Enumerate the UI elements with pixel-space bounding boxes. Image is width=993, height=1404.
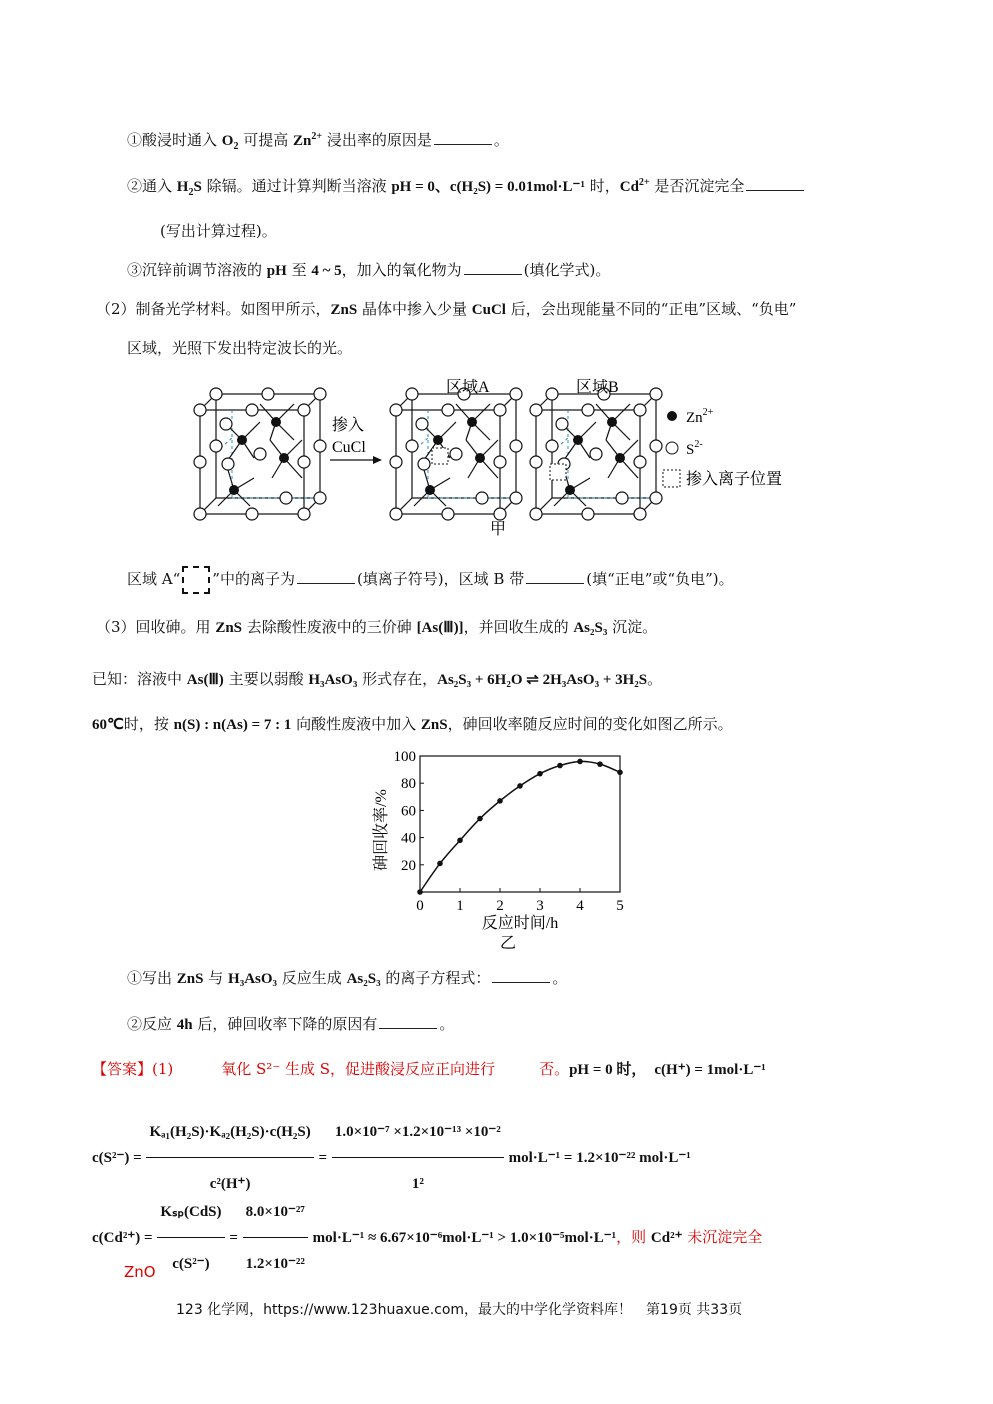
crystal-doped-a: [390, 388, 522, 520]
figure-caption-jia: 甲: [490, 521, 507, 538]
region-b-label: 区域B: [576, 379, 619, 396]
arsenic-recovery-chart: [360, 746, 640, 954]
dashed-box-icon: [182, 566, 210, 594]
page-footer: 123 化学网，https://www.123huaxue.com，最大的中学化学资料库！ 第19页 共33页: [176, 1302, 743, 1318]
x-tick-label: 1: [456, 898, 464, 914]
chart-caption-yi: 乙: [499, 935, 517, 952]
doped-site-a: [432, 448, 448, 464]
y-tick-label: 100: [393, 749, 416, 765]
crystal-pure: [194, 388, 326, 520]
data-point: [457, 838, 463, 844]
y-tick-label: 80: [401, 776, 416, 793]
y-tick-label: 20: [401, 857, 416, 874]
x-tick-label: 0: [416, 898, 424, 914]
y-tick-label: 60: [401, 803, 416, 820]
series-points: [417, 759, 623, 895]
zn-legend-icon: [667, 411, 677, 421]
x-axis-label: 反应时间/h: [481, 915, 559, 932]
x-tick-label: 4: [576, 898, 584, 914]
doped-site-b: [550, 464, 566, 480]
data-point: [477, 816, 483, 822]
fraction: $\frac{\text{Kₛₚ(CdS)}}{\text{c(S²⁻)}}$: [157, 1188, 224, 1288]
arrow-label-bottom: CuCl: [332, 439, 366, 456]
data-point: [437, 861, 443, 867]
x-tick-label: 5: [616, 898, 624, 914]
q1-item2: ②通入 $H_2S$ 除镉。通过计算判断当溶液 pH = 0、c(H₂S) = 0.01mol·L⁻¹ 时，$Cd^{2+}$ 是否沉淀完全: [127, 176, 806, 197]
data-point: [517, 783, 523, 789]
answer-blank: [746, 176, 804, 191]
legend-dopant: 掺入离子位置: [686, 471, 783, 488]
answer-blank: [526, 569, 584, 584]
data-point: [497, 798, 503, 804]
answer-blank: [434, 130, 492, 145]
q3-line1: （3）回收砷。用 ZnS 去除酸性废液中的三价砷 [As(Ⅲ)]，并回收生成的 As₂S₃ 沉淀。: [96, 618, 658, 636]
legend-s: $S^{2-}$: [686, 439, 703, 458]
data-point: [417, 889, 423, 895]
q1-item2-note: (写出计算过程)。: [160, 222, 277, 240]
fraction: $\frac{\text{8.0×10⁻²⁷}}{\text{1.2×10⁻²²}}$: [243, 1188, 308, 1288]
crystal-doped-b: [530, 388, 662, 520]
data-point: [557, 763, 563, 769]
q3-item1: ①写出 ZnS 与 H₃AsO₃ 反应生成 As₂S₃ 的离子方程式： 。: [127, 969, 568, 987]
y-tick-label: 40: [401, 830, 416, 847]
answer-eq2: c(Cd²⁺) = $\frac{\text{Kₛₚ(CdS)}}{\text{c(S²⁻)}}$ = $\frac{\text{8.0×10⁻²⁷}}{\text{1.2×10⁻²²}}$ mol·L⁻¹ ≈ 6.67×10⁻⁶mol·L⁻¹ > 1.0×10⁻⁵mol·L⁻¹，则 Cd²⁺ 未沉淀完全: [92, 1188, 762, 1288]
chart-ticks: [394, 749, 624, 914]
series-line: [420, 761, 620, 892]
q3-line2: 已知：溶液中 As(Ⅲ) 主要以弱酸 H₃AsO₃ 形式存在，As₂S₃ + 6H₂O ⇌ 2H₃AsO₃ + 3H₂S。: [92, 670, 663, 688]
plot-frame: [420, 756, 620, 892]
fraction: $\frac{\text{Kₐ₁(H₂S)·Kₐ₂(H₂S)·c(H₂S)}}{\text{c²(H⁺)}}$: [146, 1108, 313, 1208]
x-tick-label: 2: [496, 898, 504, 914]
legend-zn: $Zn^{2+}$: [686, 407, 714, 426]
q3-line3: 60℃时，按 n(S) : n(As) = 7 : 1 向酸性废液中加入 ZnS，砷回收率随反应时间的变化如图乙所示。: [92, 715, 733, 733]
q2-line1: （2）制备光学材料。如图甲所示，ZnS 晶体中掺入少量 CuCl 后，会出现能量不同的“正电”区域、“负电”: [96, 300, 797, 318]
q3-item2: ②反应 4h 后，砷回收率下降的原因有 。: [127, 1015, 455, 1033]
crystal-figure: [190, 372, 810, 544]
region-a-label: 区域A: [446, 379, 490, 396]
data-point: [617, 770, 623, 776]
q2-line2: 区域，光照下发出特定波长的光。: [127, 339, 353, 357]
answer-blank: [492, 968, 550, 983]
fraction: $\frac{\text{1.0×10⁻⁷ ×1.2×10⁻¹³ ×10⁻²}}{\text{1²}}$: [332, 1108, 504, 1208]
arrow-label-top: 掺入: [332, 417, 365, 434]
q2-line3: 区域 A“ ”中的离子为 (填离子符号)，区域 B 带 (填“正电”或“负电”)。: [127, 565, 734, 594]
q1-item1: ①酸浸时通入 $O_2$ 可提高 $Zn^{2+}$ 浸出率的原因是 。: [127, 131, 509, 152]
answer-blank: [297, 569, 355, 584]
dopant-legend-icon: [663, 470, 680, 487]
answer-line1: 【答案】(1) 氧化 S²⁻ 生成 S，促进酸浸反应正向进行 否。pH = 0 时， c(H⁺) = 1mol·L⁻¹: [92, 1060, 766, 1078]
q1-item3: ③沉锌前调节溶液的 pH 至 4 ~ 5，加入的氧化物为 (填化学式)。: [127, 261, 611, 279]
x-tick-label: 3: [536, 898, 544, 914]
answer-blank: [464, 260, 522, 275]
y-axis-label: 砷回收率/%: [373, 789, 390, 871]
s-legend-icon: [666, 442, 678, 454]
answer-eq1: c(S²⁻) = $\frac{\text{Kₐ₁(H₂S)·Kₐ₂(H₂S)·c(H₂S)}}{\text{c²(H⁺)}}$ = $\frac{\text{1.0×10⁻⁷ ×1.2×10⁻¹³ ×10⁻²}}{\text{1²}}$ mol·L⁻¹ = 1.2×10⁻²² mol·L⁻¹: [92, 1108, 691, 1208]
data-point: [577, 759, 583, 765]
data-point: [537, 771, 543, 777]
chart-axes: [420, 756, 620, 892]
answer-zno: ZnO: [124, 1263, 156, 1281]
answer-blank: [379, 1014, 437, 1029]
data-point: [597, 761, 603, 767]
